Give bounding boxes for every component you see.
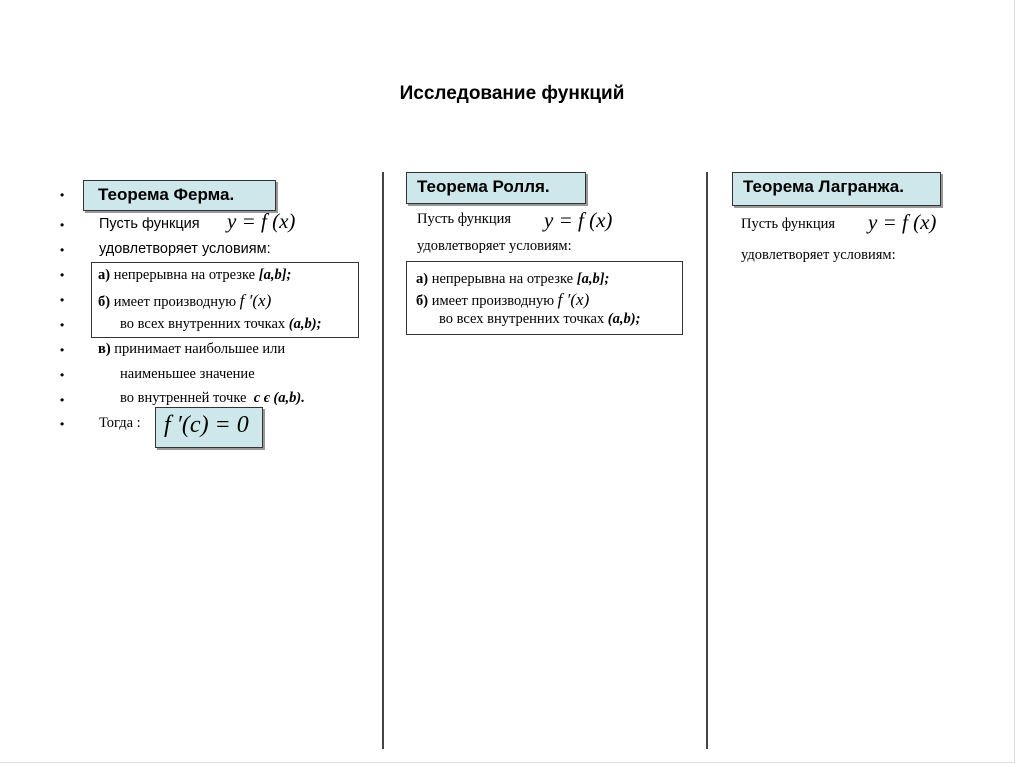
rolle-let: Пусть функция	[417, 211, 512, 227]
rolle-heading: Теорема Ролля.	[406, 172, 586, 204]
column-divider	[706, 172, 708, 749]
rolle-formula: y = f (x)	[544, 208, 613, 232]
lagrange-formula: y = f (x)	[868, 210, 937, 234]
fermat-condition-b: б) имеет производную f ′(x)	[98, 291, 272, 310]
bullet: •	[60, 293, 65, 307]
fermat-formula: y = f (x)	[227, 209, 296, 233]
bullet: •	[60, 188, 65, 202]
fermat-condition-b2: во всех внутренних точках (a,b);	[120, 316, 322, 332]
bullet: •	[60, 368, 65, 382]
bullet: •	[60, 393, 65, 407]
lagrange-let: Пусть функция	[741, 216, 836, 232]
lagrange-heading: Теорема Лагранжа.	[732, 172, 941, 206]
fermat-condition-a: а) непрерывна на отрезке [a,b];	[98, 267, 292, 283]
rolle-condition-b2: во всех внутренних точках (a,b);	[439, 311, 641, 327]
fermat-result: f ′(c) = 0	[164, 412, 249, 438]
column-divider	[382, 172, 384, 749]
fermat-satisfies: удовлетворяет условиям:	[99, 241, 271, 257]
fermat-let: Пусть функция	[99, 216, 200, 232]
bullet: •	[60, 318, 65, 332]
rolle-condition-a: а) непрерывна на отрезке [a,b];	[416, 271, 610, 287]
rolle-satisfies: удовлетворяет условиям:	[417, 238, 572, 254]
fermat-heading: Теорема Ферма.	[83, 180, 276, 211]
fermat-condition-c: в) принимает наибольшее или	[98, 341, 286, 357]
fermat-result-box	[155, 407, 263, 448]
lagrange-satisfies: удовлетворяет условиям:	[741, 247, 896, 263]
fermat-condition-c3: во внутренней точке c є (a,b).	[120, 390, 305, 406]
fermat-then: Тогда :	[99, 415, 141, 431]
bullet: •	[60, 218, 65, 232]
rolle-condition-b: б) имеет производную f ′(x)	[416, 290, 590, 309]
page-title: Исследование функций	[399, 83, 625, 104]
bullet: •	[60, 417, 65, 431]
bullet: •	[60, 243, 65, 257]
bullet: •	[60, 268, 65, 282]
fermat-condition-c2: наименьшее значение	[120, 366, 255, 382]
bullet: •	[60, 343, 65, 357]
